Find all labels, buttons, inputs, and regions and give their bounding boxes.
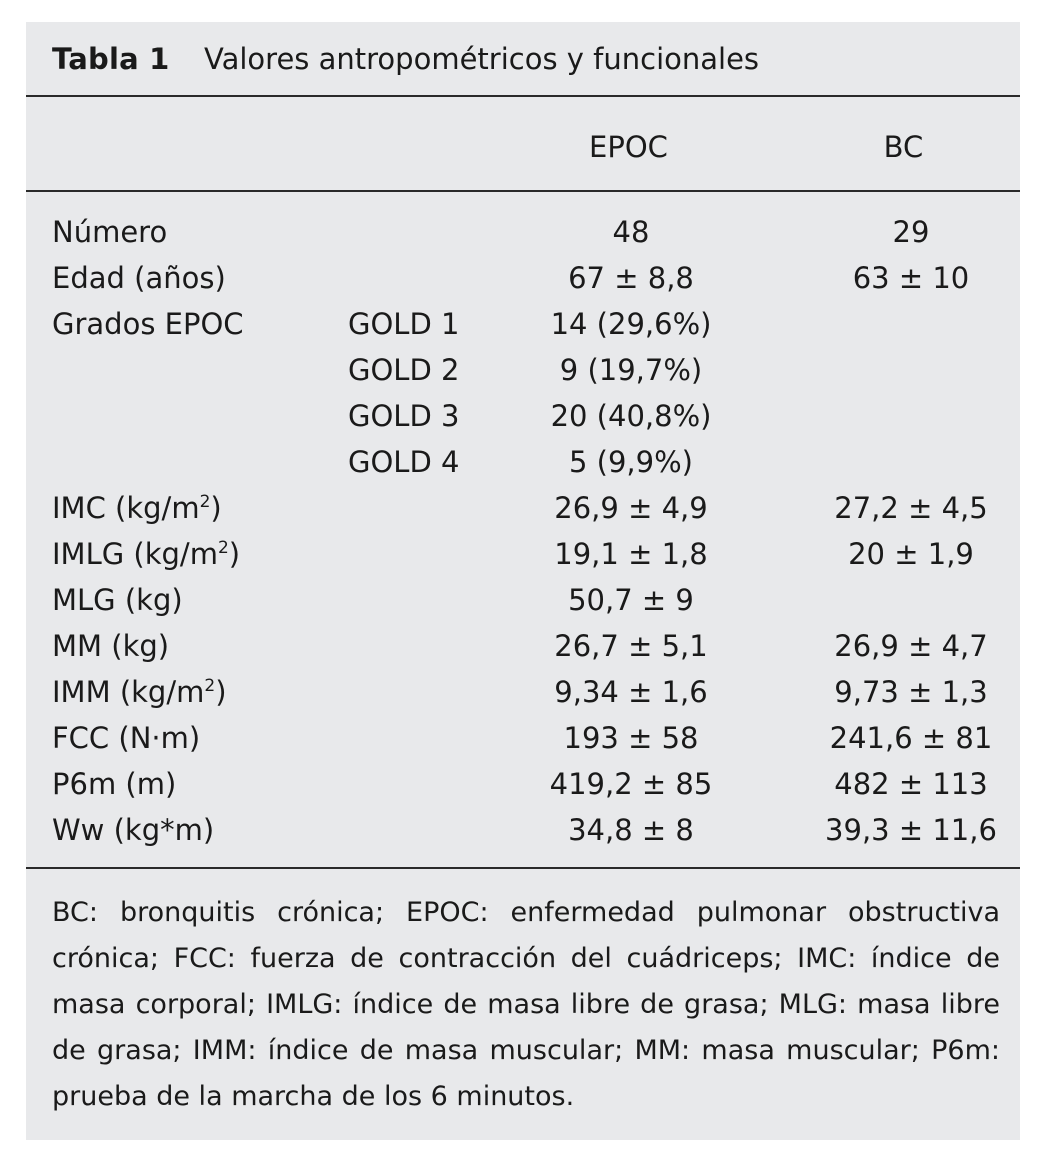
row-label: IMLG $(kg/m^2)$: [52, 537, 241, 571]
cell-bc: 29: [892, 215, 930, 249]
row-label: FCC (N·m): [52, 721, 201, 755]
table-header: [26, 130, 1020, 170]
table-footnote: BC: bronquitis crónica; EPOC: enfermedad pulmonar obstructiva crónica; FCC: fuerza de contracción del cuádriceps; IMC: índice de masa corporal; IMLG: índice de masa libre de grasa; MLG: masa libre de grasa; IMM: índice de masa muscular; MM: masa muscular; P6m: prueba de la marcha de los 6 minutos.: [52, 897, 1000, 1112]
cell-epoc: 26,7 ± 5,1: [554, 629, 708, 663]
cell-epoc: 9,34 ± 1,6: [554, 675, 708, 709]
header-rule: [26, 190, 1020, 192]
cell-bc: 9,73 ± 1,3: [834, 675, 988, 709]
cell-bc: 63 ± 10: [852, 261, 970, 295]
cell-epoc: 50,7 ± 9: [568, 583, 694, 617]
top-rule: [26, 95, 1020, 97]
table-label: Tabla 1: [52, 42, 170, 76]
cell-epoc: 20 (40,8%): [550, 399, 712, 433]
cell-bc: 27,2 ± 4,5: [834, 491, 988, 525]
row-label: MLG (kg): [52, 583, 183, 617]
row-label: Edad (años): [52, 261, 226, 295]
row-label: IMM $(kg/m^2)$: [52, 675, 227, 709]
cell-epoc: 14 (29,6%): [550, 307, 712, 341]
row-label: Grados EPOC: [52, 307, 244, 341]
cell-epoc: 9 (19,7%): [559, 353, 703, 387]
row-label: MM (kg): [52, 629, 170, 663]
table-panel: [26, 22, 1020, 1140]
table-caption: [26, 22, 1020, 96]
cell-bc: 26,9 ± 4,7: [834, 629, 988, 663]
cell-epoc: 19,1 ± 1,8: [554, 537, 708, 571]
cell-epoc: 67 ± 8,8: [568, 261, 694, 295]
cell-bc: 241,6 ± 81: [829, 721, 993, 755]
cell-bc: 39,3 ± 11,6: [825, 813, 997, 847]
column-header-bc: BC: [883, 130, 924, 164]
row-label: P6m (m): [52, 767, 177, 801]
row-label: IMC $(kg/m^2)$: [52, 491, 222, 525]
cell-epoc: 5 (9,9%): [569, 445, 693, 479]
column-header-epoc: EPOC: [589, 130, 668, 164]
cell-epoc: 34,8 ± 8: [568, 813, 694, 847]
cell-epoc: 48: [612, 215, 650, 249]
row-sublabel: GOLD 3: [348, 399, 460, 433]
cell-epoc: 419,2 ± 85: [549, 767, 713, 801]
cell-bc: 482 ± 113: [834, 767, 988, 801]
row-label: Ww (kg*m): [52, 813, 215, 847]
bottom-rule: [26, 867, 1020, 869]
cell-epoc: 193 ± 58: [563, 721, 699, 755]
cell-epoc: 26,9 ± 4,9: [554, 491, 708, 525]
row-label: Número: [52, 215, 168, 249]
row-sublabel: GOLD 4: [348, 445, 460, 479]
row-sublabel: GOLD 1: [348, 307, 460, 341]
table-title: Valores antropométricos y funcionales: [204, 42, 760, 76]
cell-bc: 20 ± 1,9: [848, 537, 974, 571]
row-sublabel: GOLD 2: [348, 353, 460, 387]
